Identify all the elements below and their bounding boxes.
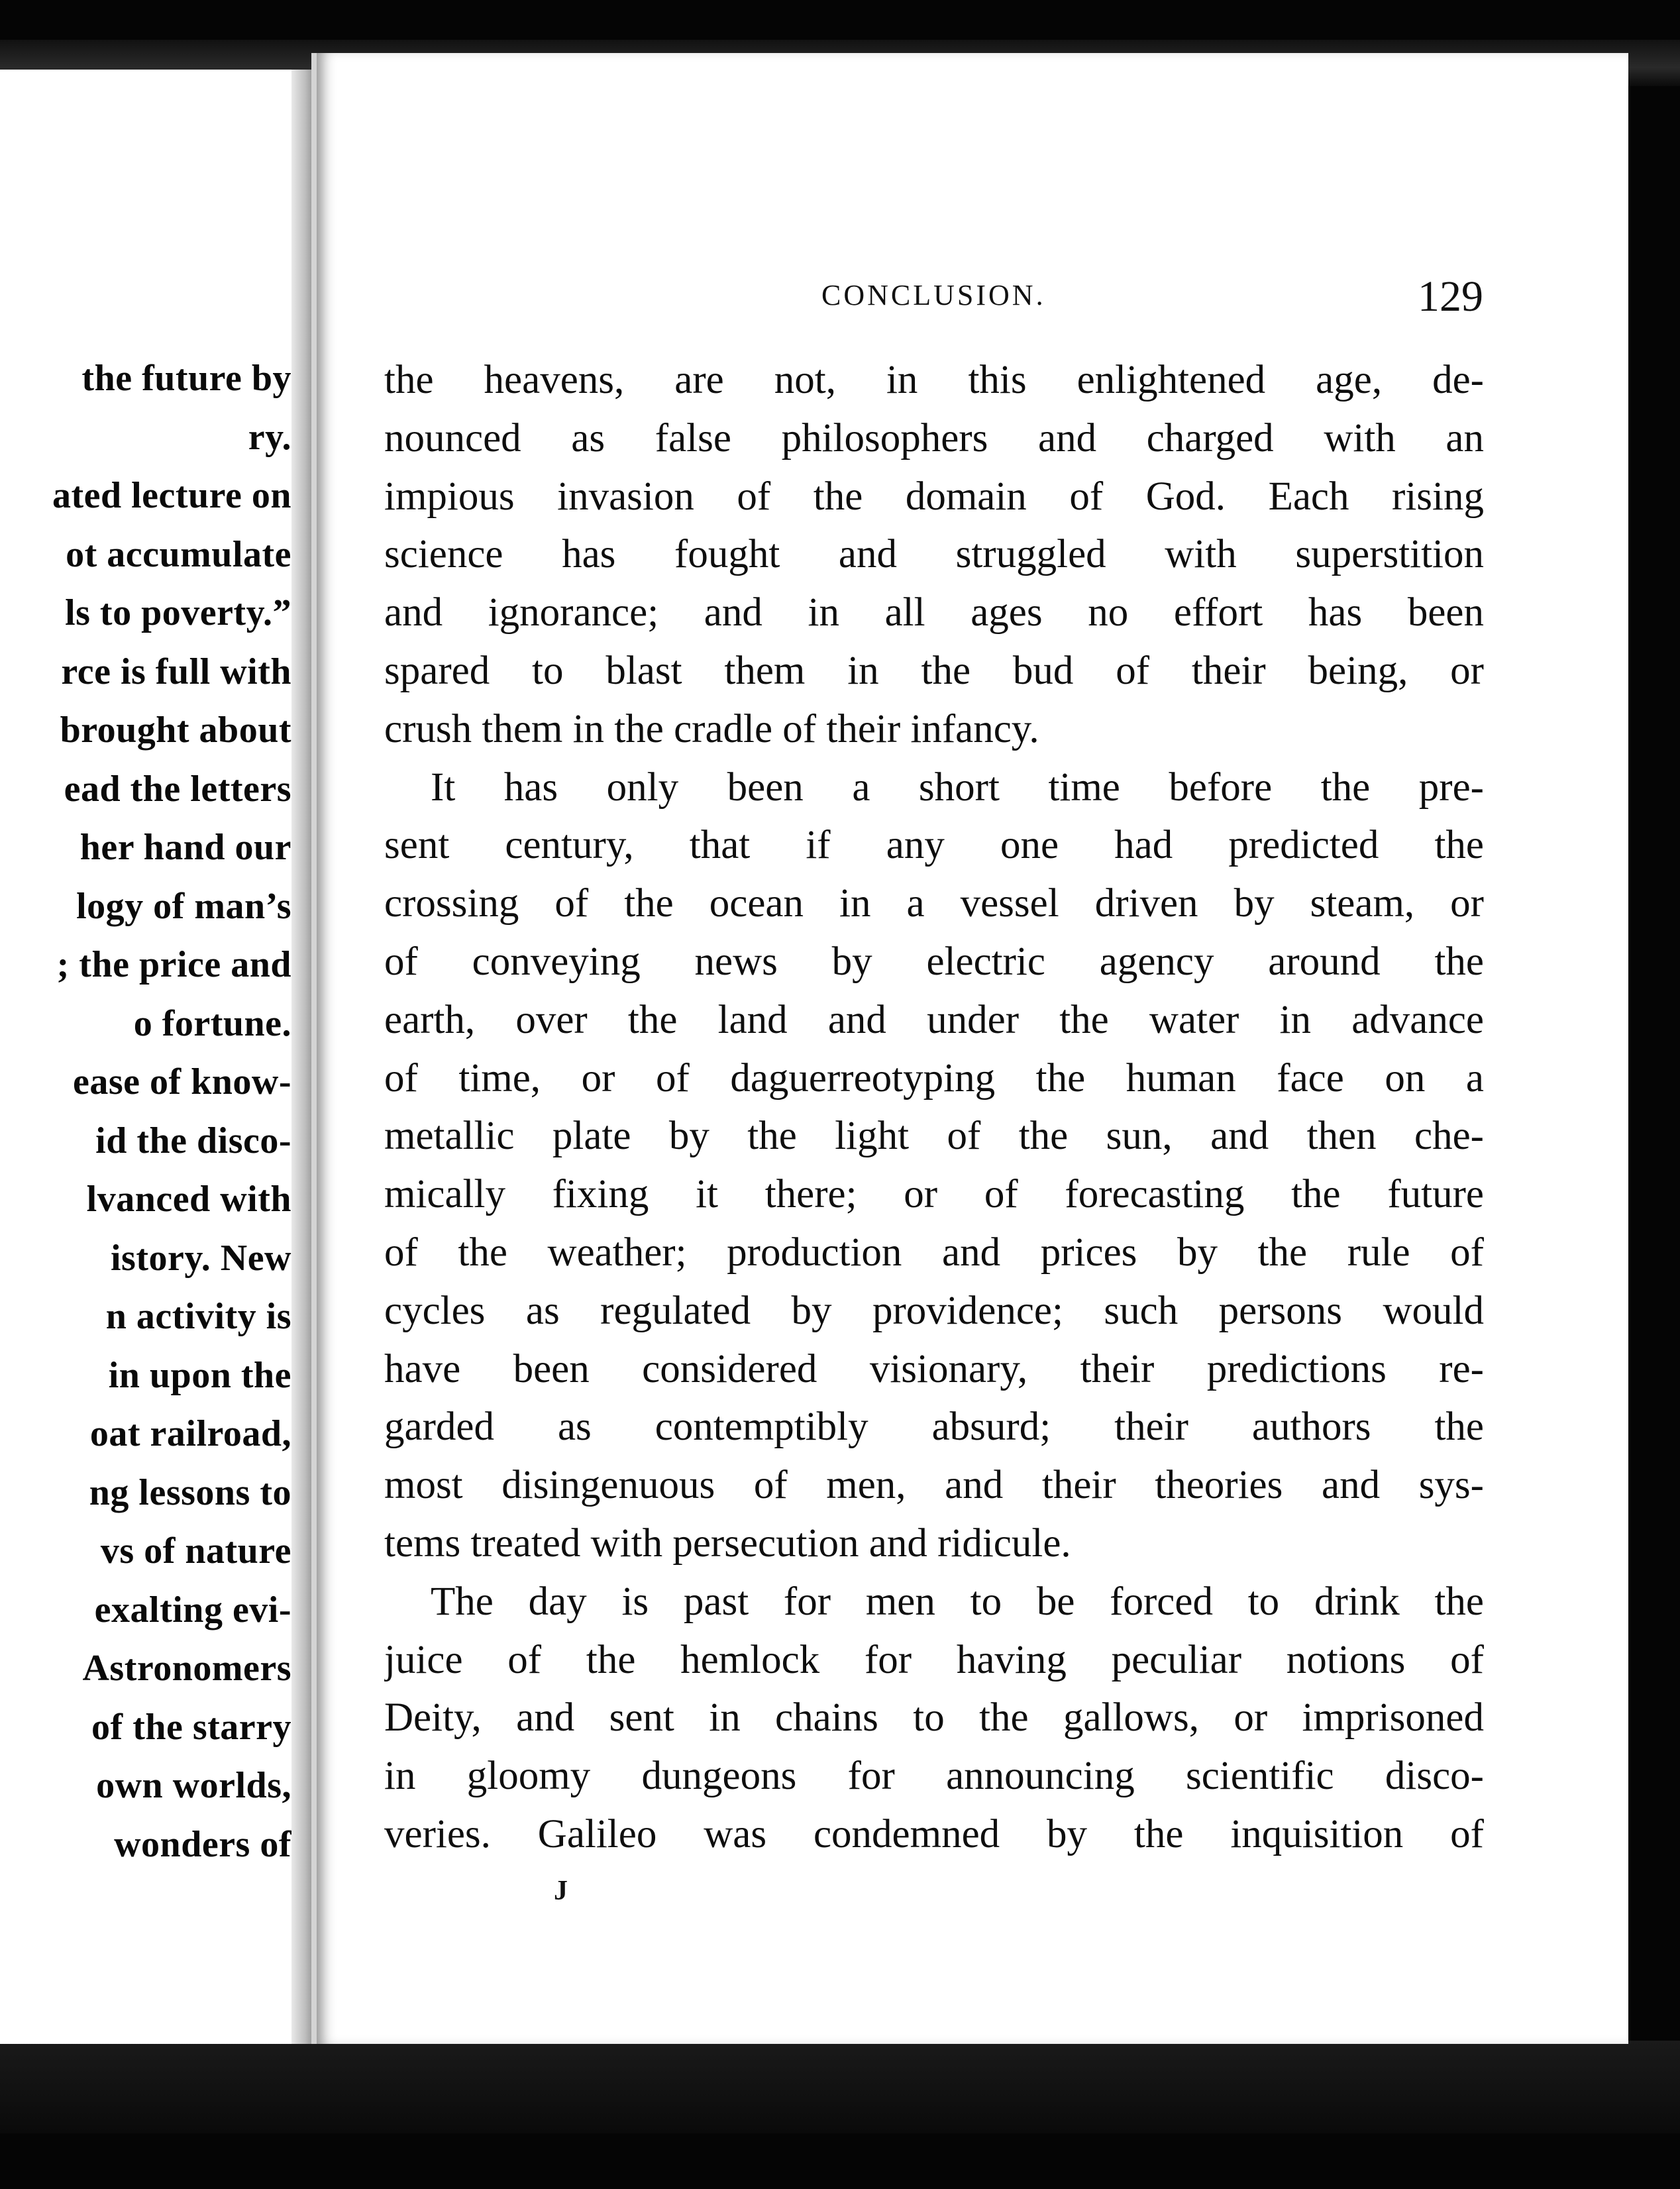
scan-bottom-border [0, 2041, 1680, 2133]
text-line: earth, over the land and under the water in advance [384, 997, 1484, 1042]
text-line: crush them in the cradle of their infancy. [384, 706, 1039, 751]
text-line: spared to blast them in the bud of their being, or [384, 648, 1484, 693]
left-page-line: exalting evi- [94, 1589, 291, 1630]
left-page-line: istory. New [110, 1237, 291, 1279]
left-page-line: the future by [81, 358, 291, 399]
text-line: cycles as regulated by providence; such persons would [384, 1288, 1484, 1333]
left-page-text [0, 349, 291, 1874]
text-line: tems treated with persecution and ridicule. [384, 1521, 1071, 1566]
left-page-line: her hand our [79, 827, 291, 868]
page-number: 129 [1418, 272, 1483, 321]
text-line: have been considered visionary, their predictions re- [384, 1346, 1484, 1391]
left-page-line: vs of nature [100, 1530, 291, 1572]
left-page-line: oat railroad, [89, 1413, 291, 1454]
text-line: juice of the hemlock for having peculiar notions of [384, 1637, 1484, 1682]
signature-mark: J [554, 1876, 568, 1906]
left-page-line: ng lessons to [89, 1471, 291, 1513]
text-line: nounced as false philosophers and charged with an [384, 415, 1484, 460]
left-page-line: rce is full with [61, 651, 291, 692]
text-line: The day is past for men to be forced to drink the [431, 1579, 1484, 1624]
left-page-line: ot accumulate [66, 533, 291, 575]
left-page-line: Astronomers [82, 1648, 291, 1689]
left-page-line: of the starry [91, 1706, 291, 1748]
left-page [0, 70, 311, 2044]
text-line: veries. Galileo was condemned by the inquisition of [384, 1811, 1484, 1856]
text-line: Deity, and sent in chains to the gallows, or imprisoned [384, 1695, 1484, 1740]
text-line: in gloomy dungeons for announcing scientific disco- [384, 1754, 1484, 1799]
text-line: metallic plate by the light of the sun, and then che- [384, 1114, 1484, 1159]
left-page-line: ead the letters [64, 768, 291, 810]
left-page-line: own worlds, [96, 1765, 291, 1806]
left-page-line: logy of man’s [76, 885, 291, 927]
left-page-line: lvanced with [86, 1179, 291, 1220]
text-line: impious invasion of the domain of God. Each rising [384, 474, 1484, 519]
left-page-line: ls to poverty.” [65, 592, 291, 633]
left-page-line: wonders of [114, 1823, 291, 1865]
text-line: science has fought and struggled with superstition [384, 532, 1484, 577]
left-page-line: n activity is [105, 1296, 291, 1337]
text-line: crossing of the ocean in a vessel driven by steam, or [384, 881, 1484, 926]
left-page-line: ease of know- [72, 1061, 291, 1102]
left-page-line: o fortune. [133, 1002, 291, 1044]
left-page-line: ated lecture on [52, 475, 291, 516]
text-line: most disingenuous of men, and their theories and sys- [384, 1463, 1484, 1508]
text-line: of conveying news by electric agency around the [384, 939, 1484, 984]
left-page-line: in upon the [108, 1354, 291, 1396]
text-line: It has only been a short time before the pre- [431, 765, 1484, 810]
running-head: CONCLUSION. [821, 279, 1046, 311]
text-line: sent century, that if any one had predicted the [384, 823, 1484, 868]
text-line: garded as contemptibly absurd; their authors the [384, 1405, 1484, 1450]
text-line: of the weather; production and prices by the rule of [384, 1230, 1484, 1275]
left-page-line: ; the price and [56, 944, 291, 985]
left-page-line: ry. [248, 416, 291, 458]
left-page-line: brought about [60, 710, 291, 751]
text-line: the heavens, are not, in this enlightened age, de- [384, 358, 1484, 402]
text-line: and ignorance; and in all ages no effort has been [384, 590, 1484, 635]
text-line: of time, or of daguerreotyping the human face on a [384, 1055, 1484, 1100]
left-page-line: id the disco- [95, 1120, 291, 1161]
body-text [384, 351, 1484, 1864]
text-line: mically fixing it there; or of forecasting the future [384, 1172, 1484, 1217]
